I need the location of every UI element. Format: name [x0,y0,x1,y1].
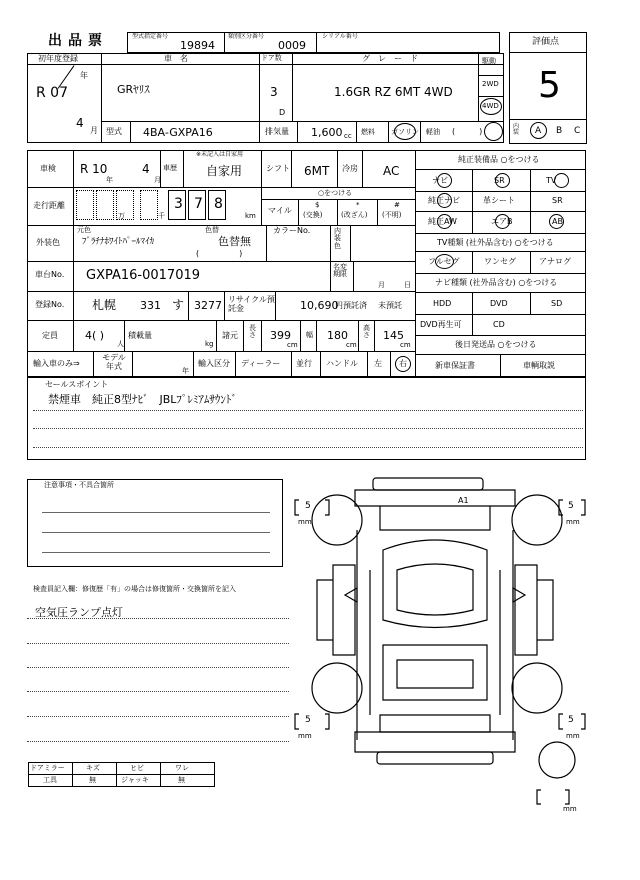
sales-point-text: 禁煙車 純正8型ﾅﾋﾞ JBLﾌﾟﾚﾐｱﾑｻｳﾝﾄﾞ [48,393,237,406]
grade: 1.6GR RZ 6MT 4WD [334,85,453,99]
category-number: 0009 [278,39,306,52]
equip-airbag: エアB [491,217,513,226]
model-code: 4BA-GXPA16 [143,126,213,139]
tv-fullseg: フルセグ [428,257,460,266]
tire-depth-fr: 5 [568,501,574,511]
plate-kana: す [172,298,185,312]
width: 180 [327,329,348,342]
seating-capacity: 4( ) [85,329,105,342]
steering-right-circle [395,356,411,372]
equip-aw: 純正AW [428,217,457,226]
spec-number: 19894 [180,39,215,52]
shift-type: 6MT [304,164,330,178]
equip-oem-navi: 純正ナビ [428,196,460,205]
tire-depth-rl: 5 [305,715,311,725]
vehicle-name: GRﾔﾘｽ [117,83,150,96]
mileage-digit-2: 7 [194,196,203,212]
plate-class: 331 [140,299,161,312]
tire-depth-rr: 5 [568,715,574,725]
recycle-fee: 10,690 [300,299,339,312]
original-color: ﾌﾟﾗﾁﾅﾎﾜｲﾄﾊﾟｰﾙﾏｲｶ [82,237,155,247]
car-diagram [285,470,595,815]
length: 399 [270,329,291,342]
plate-number: 3277 [194,299,222,312]
equip-sr2: SR [552,196,563,205]
equip-ab: AB [552,217,563,226]
chassis-number: GXPA16-0017019 [86,268,201,283]
page-title: 出品票 [48,33,108,49]
equip-tv: TV [546,176,557,185]
displacement: 1,600 [311,126,343,139]
score-label: 評価点 [532,37,560,47]
fuel-gasoline-circle [394,123,416,140]
repaint-status: 色替無 [218,235,251,248]
score-value: 5 [538,65,561,106]
tire-depth-fl: 5 [305,501,311,511]
inspector-note: 空気圧ランプ点灯 [35,606,123,619]
notes-box [27,479,283,567]
damage-mark: A1 [458,496,469,505]
equip-navi: ナビ [432,176,448,185]
first-reg-month: 4 [76,116,84,130]
ac-type: AC [383,164,400,178]
mileage-digit-3: 8 [214,196,223,212]
height: 145 [383,329,404,342]
equip-leather: 革シート [483,196,515,205]
mileage-digit-1: 3 [174,196,183,212]
drive-4wd-circle [480,98,502,115]
interior-grade-circle [530,122,547,139]
first-reg-era: R 07 [36,85,68,101]
door-count: 3 [270,85,278,99]
vehicle-use: 自家用 [206,164,243,178]
tv-fullseg-circle [435,254,454,269]
equip-sr: SR [494,176,505,185]
inspection-expiry: R 10 [80,162,108,176]
plate-region: 札幌 [92,298,117,312]
